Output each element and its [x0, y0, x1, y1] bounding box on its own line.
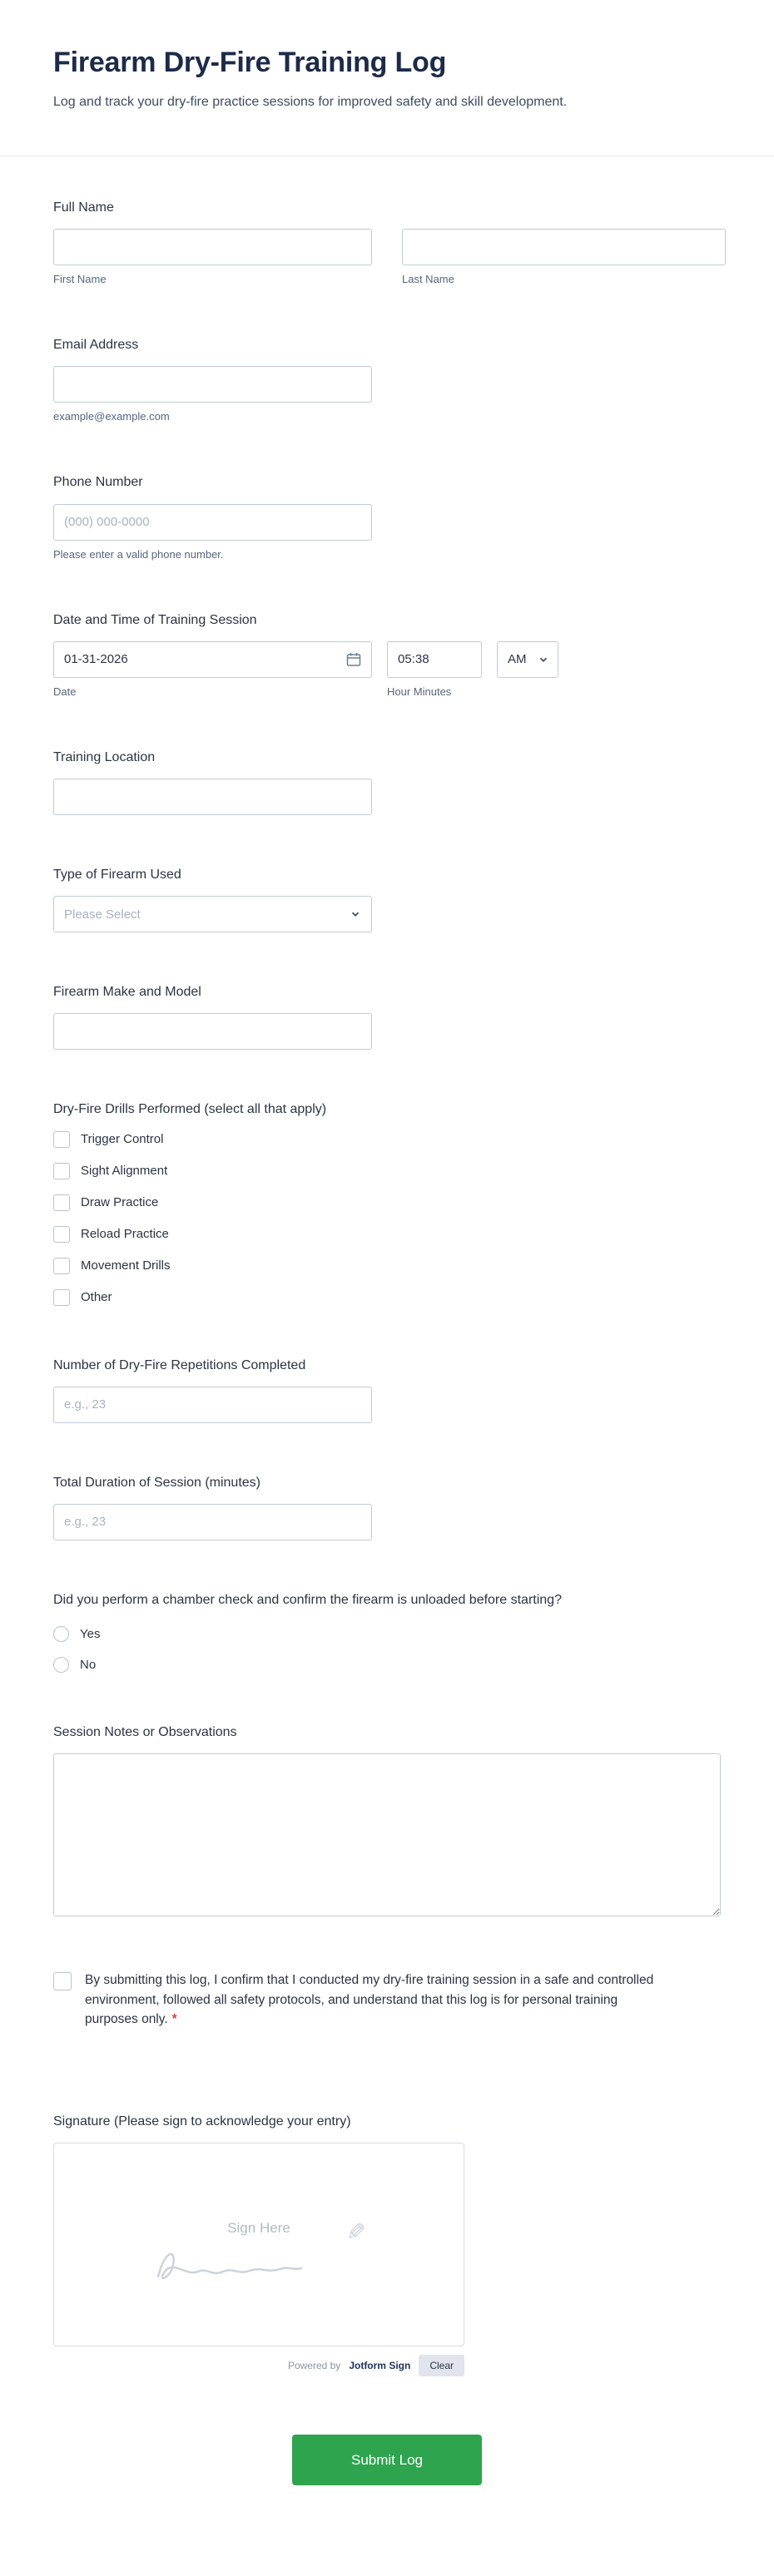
powered-by-text: Powered by	[287, 2360, 341, 2372]
date-wrap	[53, 641, 372, 678]
drill-option-movement-drills[interactable]	[53, 1258, 721, 1274]
field-phone	[53, 472, 721, 560]
ampm-select[interactable]	[497, 641, 558, 678]
checkbox-other[interactable]	[53, 1289, 70, 1306]
form-body	[0, 156, 774, 2532]
duration-label: Total Duration of Session (minutes)	[53, 1475, 260, 1490]
repetitions-label: Number of Dry-Fire Repetitions Completed	[53, 1357, 306, 1372]
drill-option-other[interactable]	[53, 1289, 721, 1306]
location-label: Training Location	[53, 749, 156, 764]
drill-option-draw-practice[interactable]	[53, 1194, 721, 1211]
chevron-down-icon	[350, 908, 361, 920]
drills-label: Dry-Fire Drills Performed (select all that apply)	[53, 1102, 327, 1117]
ampm-value: AM	[508, 652, 527, 667]
agreement-checkbox[interactable]	[53, 1972, 72, 1990]
last-name-sublabel: Last Name	[402, 273, 454, 286]
signature-squiggle	[150, 2242, 308, 2292]
field-drills	[53, 1100, 721, 1305]
last-name-input[interactable]	[402, 229, 726, 265]
email-label: Email Address	[53, 338, 139, 353]
chevron-down-icon	[538, 654, 549, 665]
agreement-text	[85, 1970, 667, 2029]
chamber-option-label: No	[80, 1658, 97, 1673]
radio-yes[interactable]	[53, 1626, 69, 1642]
first-name-col	[53, 229, 372, 285]
datetime-label: Date and Time of Training Session	[53, 612, 257, 627]
field-firearm-type	[53, 865, 721, 932]
submit-row	[53, 2435, 721, 2532]
email-input[interactable]	[53, 366, 372, 403]
last-name-col	[402, 229, 726, 285]
email-sublabel: example@example.com	[53, 410, 170, 423]
firearm-type-select[interactable]	[53, 896, 372, 932]
notes-textarea[interactable]	[53, 1753, 721, 1916]
field-chamber-check	[53, 1590, 721, 1673]
field-full-name	[53, 198, 721, 285]
full-name-label: Full Name	[53, 200, 114, 215]
calendar-icon[interactable]	[345, 651, 362, 668]
submit-button[interactable]: Submit Log	[292, 2435, 482, 2485]
repetitions-input[interactable]	[53, 1387, 372, 1423]
phone-input[interactable]	[53, 504, 372, 541]
chamber-option-yes[interactable]	[53, 1626, 721, 1642]
phone-sublabel: Please enter a valid phone number.	[53, 547, 224, 561]
signature-pad[interactable]	[53, 2143, 464, 2346]
clear-signature-button[interactable]: Clear	[419, 2355, 464, 2376]
firearm-type-label: Type of Firearm Used	[53, 867, 181, 882]
form-header	[0, 0, 774, 156]
checkbox-sight-alignment[interactable]	[53, 1163, 70, 1179]
chamber-option-label: Yes	[80, 1627, 101, 1642]
date-input[interactable]	[53, 641, 372, 678]
location-input[interactable]	[53, 779, 372, 815]
make-model-input[interactable]	[53, 1013, 372, 1050]
first-name-sublabel: First Name	[53, 273, 107, 286]
signature-label: Signature (Please sign to acknowledge your entry)	[53, 2114, 351, 2129]
field-email	[53, 335, 721, 423]
duration-input[interactable]	[53, 1504, 372, 1540]
radio-no[interactable]	[53, 1657, 69, 1673]
field-signature	[53, 2112, 721, 2376]
field-datetime	[53, 611, 721, 698]
drill-option-trigger-control[interactable]	[53, 1131, 721, 1148]
drill-option-label: Trigger Control	[81, 1132, 164, 1146]
checkbox-draw-practice[interactable]	[53, 1194, 70, 1211]
field-agreement	[53, 1970, 721, 2029]
field-repetitions	[53, 1356, 721, 1423]
field-make-model	[53, 982, 721, 1050]
datetime-row	[53, 641, 721, 698]
time-col	[387, 641, 482, 698]
drill-option-label: Other	[81, 1290, 112, 1304]
checkbox-movement-drills[interactable]	[53, 1258, 70, 1274]
form-title: Firearm Dry-Fire Training Log	[53, 47, 447, 78]
first-name-input[interactable]	[53, 229, 372, 265]
phone-label: Phone Number	[53, 475, 143, 490]
firearm-type-placeholder: Please Select	[64, 907, 141, 922]
chamber-option-no[interactable]	[53, 1657, 721, 1673]
date-sublabel: Date	[53, 685, 77, 698]
drill-option-label: Draw Practice	[81, 1195, 159, 1209]
checkbox-trigger-control[interactable]	[53, 1131, 70, 1148]
field-location	[53, 748, 721, 815]
drill-option-label: Sight Alignment	[81, 1164, 168, 1178]
chamber-check-label: Did you perform a chamber check and confirm the firearm is unloaded before starting?	[53, 1592, 562, 1607]
jotform-sign-brand: Jotform Sign	[349, 2360, 411, 2372]
drill-option-label: Movement Drills	[81, 1258, 171, 1273]
date-col	[53, 641, 372, 698]
time-sublabel: Hour Minutes	[387, 685, 452, 698]
field-notes	[53, 1723, 721, 1921]
make-model-label: Firearm Make and Model	[53, 985, 201, 1000]
signature-footer	[53, 2355, 464, 2376]
field-duration	[53, 1473, 721, 1540]
checkbox-reload-practice[interactable]	[53, 1226, 70, 1243]
sign-here-text: Sign Here	[227, 2220, 290, 2237]
drill-option-sight-alignment[interactable]	[53, 1163, 721, 1179]
notes-label: Session Notes or Observations	[53, 1725, 237, 1740]
agreement-text-body: By submitting this log, I confirm that I conducted my dry-fire training session in a safe and controlled environment, followed all safety protocols, and understand that this log is for personal training purposes only.	[85, 1973, 654, 2026]
required-asterisk: *	[171, 2011, 177, 2026]
form-subtitle: Log and track your dry-fire practice sessions for improved safety and skill development.	[53, 95, 568, 109]
time-input[interactable]	[387, 641, 482, 678]
pen-icon: ✎	[345, 2219, 365, 2246]
drill-option-label: Reload Practice	[81, 1227, 169, 1241]
full-name-row	[53, 229, 721, 285]
drill-option-reload-practice[interactable]	[53, 1226, 721, 1243]
